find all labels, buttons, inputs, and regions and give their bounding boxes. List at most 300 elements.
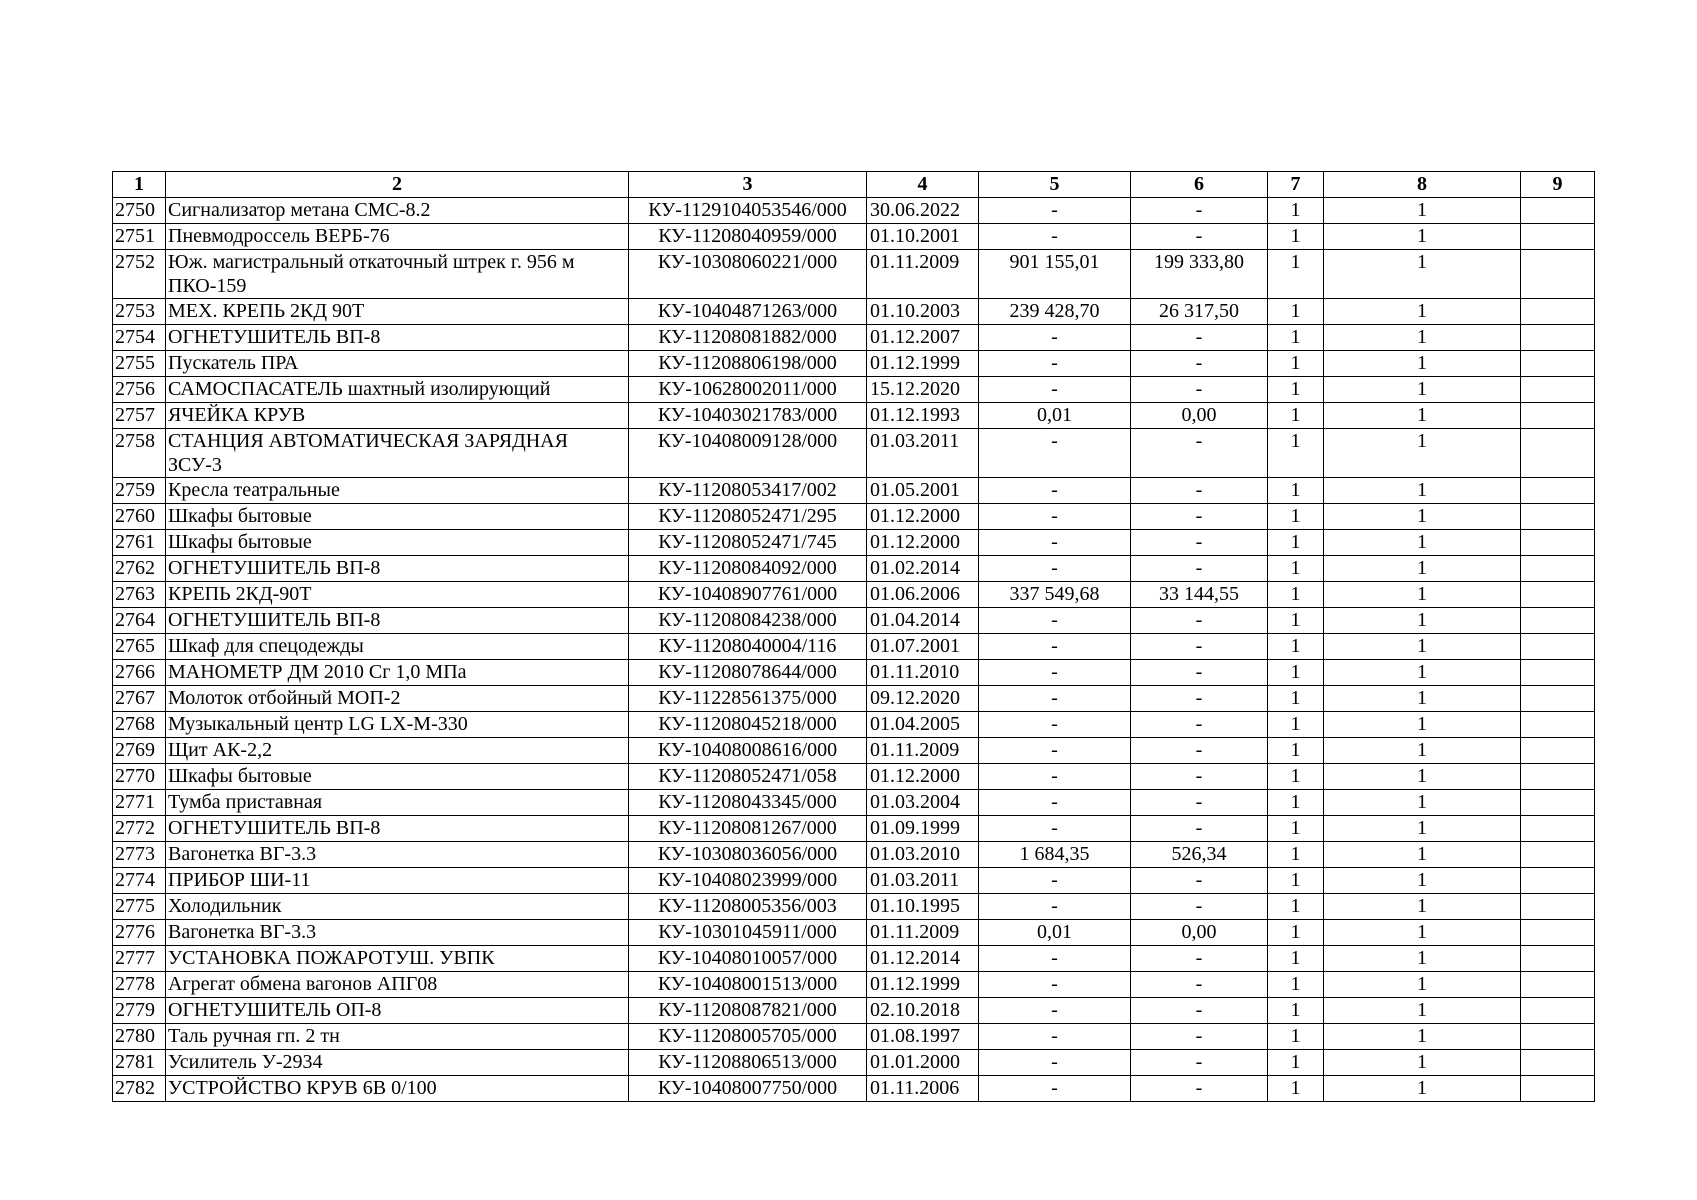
cell-row-number: 2780 [113,1024,166,1050]
cell-value-residual: - [1131,764,1268,790]
cell-value-initial: - [979,377,1131,403]
cell-inventory-code: КУ-11208052471/295 [629,504,867,530]
cell-inventory-code: КУ-10403021783/000 [629,403,867,429]
cell-note [1521,868,1595,894]
column-header-1: 1 [113,172,166,198]
cell-row-number: 2758 [113,429,166,478]
cell-note [1521,198,1595,224]
cell-quantity-accounted: 1 [1324,894,1521,920]
cell-quantity-actual: 1 [1268,946,1324,972]
cell-quantity-actual: 1 [1268,868,1324,894]
cell-quantity-accounted: 1 [1324,712,1521,738]
cell-inventory-code: КУ-11208053417/002 [629,478,867,504]
table-row [113,198,1595,224]
cell-value-residual: - [1131,608,1268,634]
cell-value-initial: - [979,504,1131,530]
cell-row-number: 2762 [113,556,166,582]
table-row [113,504,1595,530]
cell-row-number: 2769 [113,738,166,764]
cell-date: 01.12.1999 [867,351,979,377]
cell-item-name: МЕХ. КРЕПЬ 2КД 90Т [166,299,629,325]
cell-inventory-code: КУ-11208045218/000 [629,712,867,738]
cell-row-number: 2760 [113,504,166,530]
table-row [113,998,1595,1024]
cell-item-name: Тумба приставная [166,790,629,816]
cell-row-number: 2774 [113,868,166,894]
cell-value-residual: 0,00 [1131,920,1268,946]
cell-note [1521,790,1595,816]
cell-item-name: Усилитель У-2934 [166,1050,629,1076]
cell-item-name: Юж. магистральный откаточный штрек г. 956 м ПКО-159 [166,250,629,299]
table-row [113,250,1595,299]
cell-value-residual: - [1131,530,1268,556]
cell-row-number: 2772 [113,816,166,842]
column-header-8: 8 [1324,172,1521,198]
cell-note [1521,504,1595,530]
cell-note [1521,1024,1595,1050]
cell-quantity-actual: 1 [1268,608,1324,634]
cell-value-initial: - [979,1024,1131,1050]
cell-note [1521,224,1595,250]
cell-note [1521,325,1595,351]
cell-value-residual: - [1131,946,1268,972]
cell-quantity-accounted: 1 [1324,790,1521,816]
cell-item-name: ЯЧЕЙКА КРУВ [166,403,629,429]
cell-date: 01.11.2010 [867,660,979,686]
cell-date: 01.03.2011 [867,868,979,894]
cell-date: 01.04.2014 [867,608,979,634]
table-row [113,608,1595,634]
cell-value-residual: - [1131,429,1268,478]
cell-item-name: ОГНЕТУШИТЕЛЬ ВП-8 [166,608,629,634]
cell-row-number: 2766 [113,660,166,686]
cell-row-number: 2754 [113,325,166,351]
cell-value-residual: 199 333,80 [1131,250,1268,299]
cell-quantity-actual: 1 [1268,660,1324,686]
cell-inventory-code: КУ-11228561375/000 [629,686,867,712]
cell-date: 01.09.1999 [867,816,979,842]
cell-note [1521,998,1595,1024]
cell-row-number: 2756 [113,377,166,403]
cell-inventory-code: КУ-11208040004/116 [629,634,867,660]
cell-quantity-actual: 1 [1268,764,1324,790]
cell-quantity-accounted: 1 [1324,530,1521,556]
cell-quantity-actual: 1 [1268,712,1324,738]
cell-row-number: 2763 [113,582,166,608]
cell-quantity-actual: 1 [1268,429,1324,478]
cell-value-initial: 239 428,70 [979,299,1131,325]
cell-note [1521,351,1595,377]
cell-quantity-actual: 1 [1268,224,1324,250]
cell-quantity-accounted: 1 [1324,325,1521,351]
cell-value-residual: - [1131,998,1268,1024]
cell-quantity-accounted: 1 [1324,377,1521,403]
cell-quantity-accounted: 1 [1324,504,1521,530]
cell-value-initial: - [979,816,1131,842]
cell-inventory-code: КУ-11208081267/000 [629,816,867,842]
cell-value-initial: - [979,686,1131,712]
cell-quantity-actual: 1 [1268,1076,1324,1102]
cell-value-initial: 0,01 [979,920,1131,946]
table-row [113,1050,1595,1076]
cell-value-initial: - [979,351,1131,377]
table-row [113,429,1595,478]
cell-value-residual: - [1131,224,1268,250]
cell-item-name: Кресла театральные [166,478,629,504]
cell-inventory-code: КУ-11208087821/000 [629,998,867,1024]
cell-value-initial: - [979,738,1131,764]
cell-row-number: 2777 [113,946,166,972]
cell-item-name: Шкафы бытовые [166,764,629,790]
cell-value-initial: - [979,1076,1131,1102]
cell-date: 01.11.2006 [867,1076,979,1102]
cell-note [1521,946,1595,972]
cell-value-initial: - [979,429,1131,478]
cell-quantity-accounted: 1 [1324,686,1521,712]
cell-inventory-code: КУ-11208052471/745 [629,530,867,556]
table-row [113,1024,1595,1050]
cell-row-number: 2765 [113,634,166,660]
cell-quantity-actual: 1 [1268,686,1324,712]
cell-date: 01.05.2001 [867,478,979,504]
cell-quantity-actual: 1 [1268,582,1324,608]
cell-quantity-actual: 1 [1268,403,1324,429]
cell-row-number: 2752 [113,250,166,299]
cell-inventory-code: КУ-10628002011/000 [629,377,867,403]
cell-inventory-code: КУ-10408001513/000 [629,972,867,998]
table-row [113,972,1595,998]
cell-quantity-accounted: 1 [1324,224,1521,250]
cell-date: 01.12.1999 [867,972,979,998]
cell-quantity-accounted: 1 [1324,582,1521,608]
cell-quantity-actual: 1 [1268,530,1324,556]
inventory-table [112,171,1595,1102]
table-row [113,790,1595,816]
cell-quantity-accounted: 1 [1324,198,1521,224]
table-row [113,660,1595,686]
cell-value-residual: 26 317,50 [1131,299,1268,325]
header-row [113,172,1595,198]
cell-value-initial: - [979,634,1131,660]
cell-inventory-code: КУ-11208806198/000 [629,351,867,377]
cell-date: 01.10.2003 [867,299,979,325]
table-row [113,299,1595,325]
cell-item-name: Пневмодроссель ВЕРБ-76 [166,224,629,250]
cell-date: 01.08.1997 [867,1024,979,1050]
table-row [113,403,1595,429]
table-row [113,634,1595,660]
cell-value-residual: - [1131,712,1268,738]
table-row [113,764,1595,790]
cell-row-number: 2757 [113,403,166,429]
cell-value-initial: - [979,1050,1131,1076]
cell-item-name: СТАНЦИЯ АВТОМАТИЧЕСКАЯ ЗАРЯДНАЯ ЗСУ-3 [166,429,629,478]
cell-date: 01.12.1993 [867,403,979,429]
cell-inventory-code: КУ-10301045911/000 [629,920,867,946]
cell-date: 01.12.2000 [867,504,979,530]
cell-inventory-code: КУ-11208084238/000 [629,608,867,634]
cell-item-name: УСТРОЙСТВО КРУВ 6В 0/100 [166,1076,629,1102]
cell-row-number: 2776 [113,920,166,946]
cell-value-initial: 0,01 [979,403,1131,429]
cell-row-number: 2773 [113,842,166,868]
cell-value-residual: - [1131,377,1268,403]
cell-date: 01.11.2009 [867,250,979,299]
cell-inventory-code: КУ-10408007750/000 [629,1076,867,1102]
cell-item-name: Молоток отбойный МОП-2 [166,686,629,712]
cell-value-initial: - [979,608,1131,634]
cell-inventory-code: КУ-10408023999/000 [629,868,867,894]
cell-value-initial: - [979,998,1131,1024]
cell-row-number: 2750 [113,198,166,224]
column-header-9: 9 [1521,172,1595,198]
cell-item-name: УСТАНОВКА ПОЖАРОТУШ. УВПК [166,946,629,972]
cell-quantity-accounted: 1 [1324,556,1521,582]
cell-note [1521,686,1595,712]
cell-value-residual: - [1131,504,1268,530]
cell-quantity-accounted: 1 [1324,998,1521,1024]
cell-quantity-actual: 1 [1268,504,1324,530]
cell-note [1521,842,1595,868]
cell-quantity-actual: 1 [1268,738,1324,764]
cell-value-residual: - [1131,1050,1268,1076]
cell-value-residual: - [1131,686,1268,712]
cell-value-residual: - [1131,325,1268,351]
column-header-2: 2 [166,172,629,198]
cell-inventory-code: КУ-11208078644/000 [629,660,867,686]
cell-value-initial: - [979,894,1131,920]
cell-item-name: ОГНЕТУШИТЕЛЬ ВП-8 [166,816,629,842]
cell-value-initial: - [979,660,1131,686]
table-row [113,920,1595,946]
cell-note [1521,530,1595,556]
cell-row-number: 2767 [113,686,166,712]
cell-quantity-accounted: 1 [1324,1076,1521,1102]
cell-date: 01.11.2009 [867,920,979,946]
column-header-3: 3 [629,172,867,198]
table-row [113,478,1595,504]
cell-quantity-actual: 1 [1268,556,1324,582]
cell-item-name: ОГНЕТУШИТЕЛЬ ВП-8 [166,325,629,351]
cell-note [1521,403,1595,429]
table-row [113,556,1595,582]
cell-inventory-code: КУ-1129104053546/000 [629,198,867,224]
cell-quantity-accounted: 1 [1324,403,1521,429]
cell-inventory-code: КУ-11208040959/000 [629,224,867,250]
cell-item-name: Пускатель ПРА [166,351,629,377]
cell-row-number: 2753 [113,299,166,325]
cell-inventory-code: КУ-11208806513/000 [629,1050,867,1076]
table-row [113,686,1595,712]
cell-value-initial: - [979,790,1131,816]
cell-note [1521,478,1595,504]
cell-note [1521,920,1595,946]
table-row [113,582,1595,608]
cell-item-name: Музыкальный центр LG LX-M-330 [166,712,629,738]
cell-quantity-accounted: 1 [1324,1024,1521,1050]
cell-value-initial: 901 155,01 [979,250,1131,299]
cell-item-name: Холодильник [166,894,629,920]
cell-quantity-accounted: 1 [1324,972,1521,998]
cell-quantity-actual: 1 [1268,1024,1324,1050]
cell-inventory-code: КУ-10308036056/000 [629,842,867,868]
cell-quantity-accounted: 1 [1324,660,1521,686]
cell-item-name: Шкаф для спецодежды [166,634,629,660]
column-header-4: 4 [867,172,979,198]
cell-row-number: 2755 [113,351,166,377]
cell-date: 01.01.2000 [867,1050,979,1076]
cell-inventory-code: КУ-10308060221/000 [629,250,867,299]
cell-note [1521,299,1595,325]
cell-item-name: ПРИБОР ШИ-11 [166,868,629,894]
cell-note [1521,660,1595,686]
cell-quantity-accounted: 1 [1324,842,1521,868]
cell-date: 01.03.2004 [867,790,979,816]
cell-value-residual: - [1131,351,1268,377]
cell-value-initial: - [979,224,1131,250]
cell-quantity-actual: 1 [1268,842,1324,868]
cell-date: 01.07.2001 [867,634,979,660]
cell-item-name: САМОСПАСАТЕЛЬ шахтный изолирующий [166,377,629,403]
cell-note [1521,894,1595,920]
column-header-7: 7 [1268,172,1324,198]
cell-inventory-code: КУ-11208084092/000 [629,556,867,582]
cell-item-name: КРЕПЬ 2КД-90Т [166,582,629,608]
cell-inventory-code: КУ-10408009128/000 [629,429,867,478]
table-row [113,868,1595,894]
cell-quantity-actual: 1 [1268,1050,1324,1076]
table-row [113,1076,1595,1102]
cell-value-initial: - [979,712,1131,738]
cell-value-residual: - [1131,660,1268,686]
cell-quantity-accounted: 1 [1324,764,1521,790]
cell-value-initial: - [979,556,1131,582]
cell-value-residual: - [1131,738,1268,764]
cell-value-residual: - [1131,868,1268,894]
cell-value-residual: - [1131,894,1268,920]
cell-row-number: 2764 [113,608,166,634]
table-row [113,224,1595,250]
cell-note [1521,1050,1595,1076]
cell-quantity-actual: 1 [1268,351,1324,377]
cell-value-residual: - [1131,478,1268,504]
cell-value-initial: - [979,198,1131,224]
cell-item-name: Сигнализатор метана СМС-8.2 [166,198,629,224]
table-body [113,198,1595,1102]
cell-quantity-actual: 1 [1268,894,1324,920]
cell-value-residual: 526,34 [1131,842,1268,868]
cell-quantity-accounted: 1 [1324,429,1521,478]
cell-quantity-actual: 1 [1268,790,1324,816]
cell-quantity-accounted: 1 [1324,946,1521,972]
table-row [113,842,1595,868]
cell-item-name: Щит АК-2,2 [166,738,629,764]
cell-date: 01.02.2014 [867,556,979,582]
cell-value-residual: - [1131,816,1268,842]
cell-inventory-code: КУ-10404871263/000 [629,299,867,325]
cell-item-name: ОГНЕТУШИТЕЛЬ ВП-8 [166,556,629,582]
cell-quantity-actual: 1 [1268,478,1324,504]
cell-date: 01.12.2000 [867,764,979,790]
cell-item-name: Шкафы бытовые [166,504,629,530]
cell-row-number: 2768 [113,712,166,738]
table-row [113,894,1595,920]
cell-note [1521,250,1595,299]
cell-quantity-accounted: 1 [1324,1050,1521,1076]
cell-item-name: МАНОМЕТР ДМ 2010 Сг 1,0 МПа [166,660,629,686]
cell-value-initial: - [979,972,1131,998]
column-header-6: 6 [1131,172,1268,198]
cell-note [1521,634,1595,660]
cell-note [1521,738,1595,764]
cell-note [1521,429,1595,478]
cell-inventory-code: КУ-11208005356/003 [629,894,867,920]
column-header-5: 5 [979,172,1131,198]
cell-quantity-actual: 1 [1268,972,1324,998]
cell-row-number: 2759 [113,478,166,504]
cell-quantity-accounted: 1 [1324,299,1521,325]
cell-inventory-code: КУ-11208043345/000 [629,790,867,816]
cell-row-number: 2751 [113,224,166,250]
cell-date: 01.06.2006 [867,582,979,608]
cell-note [1521,764,1595,790]
cell-date: 01.12.2014 [867,946,979,972]
cell-quantity-accounted: 1 [1324,920,1521,946]
cell-date: 01.10.1995 [867,894,979,920]
cell-inventory-code: КУ-11208005705/000 [629,1024,867,1050]
table-row [113,712,1595,738]
cell-quantity-accounted: 1 [1324,868,1521,894]
cell-value-residual: 33 144,55 [1131,582,1268,608]
cell-value-residual: - [1131,1024,1268,1050]
cell-quantity-actual: 1 [1268,250,1324,299]
cell-note [1521,608,1595,634]
cell-value-initial: - [979,764,1131,790]
cell-value-residual: 0,00 [1131,403,1268,429]
cell-date: 02.10.2018 [867,998,979,1024]
cell-note [1521,712,1595,738]
cell-inventory-code: КУ-11208081882/000 [629,325,867,351]
cell-value-initial: - [979,325,1131,351]
cell-value-residual: - [1131,790,1268,816]
cell-item-name: Таль ручная гп. 2 тн [166,1024,629,1050]
cell-value-residual: - [1131,198,1268,224]
cell-value-initial: 337 549,68 [979,582,1131,608]
cell-quantity-actual: 1 [1268,920,1324,946]
cell-quantity-accounted: 1 [1324,816,1521,842]
cell-quantity-accounted: 1 [1324,634,1521,660]
cell-value-initial: - [979,530,1131,556]
cell-quantity-actual: 1 [1268,816,1324,842]
cell-value-residual: - [1131,634,1268,660]
cell-quantity-actual: 1 [1268,198,1324,224]
cell-date: 15.12.2020 [867,377,979,403]
cell-note [1521,1076,1595,1102]
cell-date: 09.12.2020 [867,686,979,712]
cell-inventory-code: КУ-10408008616/000 [629,738,867,764]
cell-date: 30.06.2022 [867,198,979,224]
cell-quantity-actual: 1 [1268,377,1324,403]
table-row [113,816,1595,842]
cell-inventory-code: КУ-11208052471/058 [629,764,867,790]
cell-date: 01.03.2011 [867,429,979,478]
cell-date: 01.11.2009 [867,738,979,764]
cell-quantity-accounted: 1 [1324,250,1521,299]
cell-date: 01.10.2001 [867,224,979,250]
cell-item-name: Вагонетка ВГ-3.3 [166,842,629,868]
table-row [113,946,1595,972]
cell-note [1521,816,1595,842]
